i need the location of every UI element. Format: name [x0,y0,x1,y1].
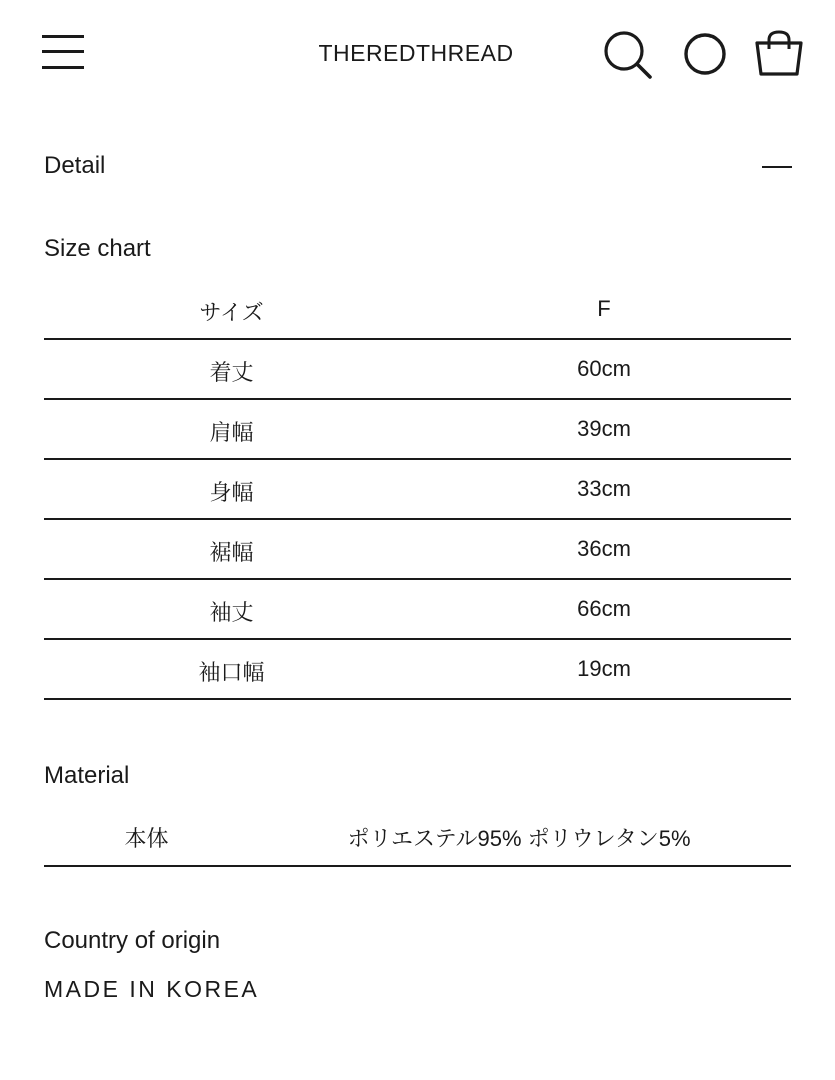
size-row [44,400,791,460]
brand-logo-text: THEREDTHREAD [318,40,514,66]
size-measure-value: 39cm [577,416,631,441]
cart-button[interactable] [752,28,806,82]
size-measure-label: 肩幅 [209,420,254,445]
material-label: 本体 [124,826,169,851]
size-measure-value: 19cm [577,656,631,681]
material-value: ポリエステル95% ポリウレタン5% [347,826,691,851]
size-header-value: F [597,296,611,321]
size-header-row [44,280,791,340]
detail-section-header[interactable] [44,152,792,184]
size-row [44,340,791,400]
size-header-label: サイズ [199,300,264,325]
menu-button[interactable] [40,30,86,72]
account-button[interactable] [678,28,732,82]
size-measure-label: 裾幅 [209,540,254,565]
size-chart-table [44,280,791,700]
material-title: Material [44,762,130,789]
size-row [44,640,791,700]
size-measure-label: 身幅 [209,480,254,505]
site-header [0,0,835,106]
size-measure-value: 66cm [577,596,631,621]
size-row [44,580,791,640]
size-measure-label: 袖口幅 [198,660,265,685]
size-chart-title: Size chart [44,235,151,262]
detail-title: Detail [44,152,106,179]
origin-value: MADE IN KOREA [44,976,260,1002]
menu-line [42,50,84,53]
account-icon [678,28,732,82]
menu-line [42,35,84,38]
origin-title: Country of origin [44,927,221,954]
size-measure-label: 着丈 [209,360,254,385]
size-measure-label: 袖丈 [209,600,254,625]
brand-logo[interactable] [270,40,562,67]
size-row [44,460,791,520]
search-icon [600,28,654,82]
size-measure-value: 36cm [577,536,631,561]
shopping-bag-icon [752,28,806,82]
size-row [44,520,791,580]
size-measure-value: 33cm [577,476,631,501]
material-row [44,806,791,867]
menu-line [42,66,84,69]
search-button[interactable] [600,28,654,82]
collapse-minus-icon[interactable] [762,166,792,168]
size-measure-value: 60cm [577,356,631,381]
